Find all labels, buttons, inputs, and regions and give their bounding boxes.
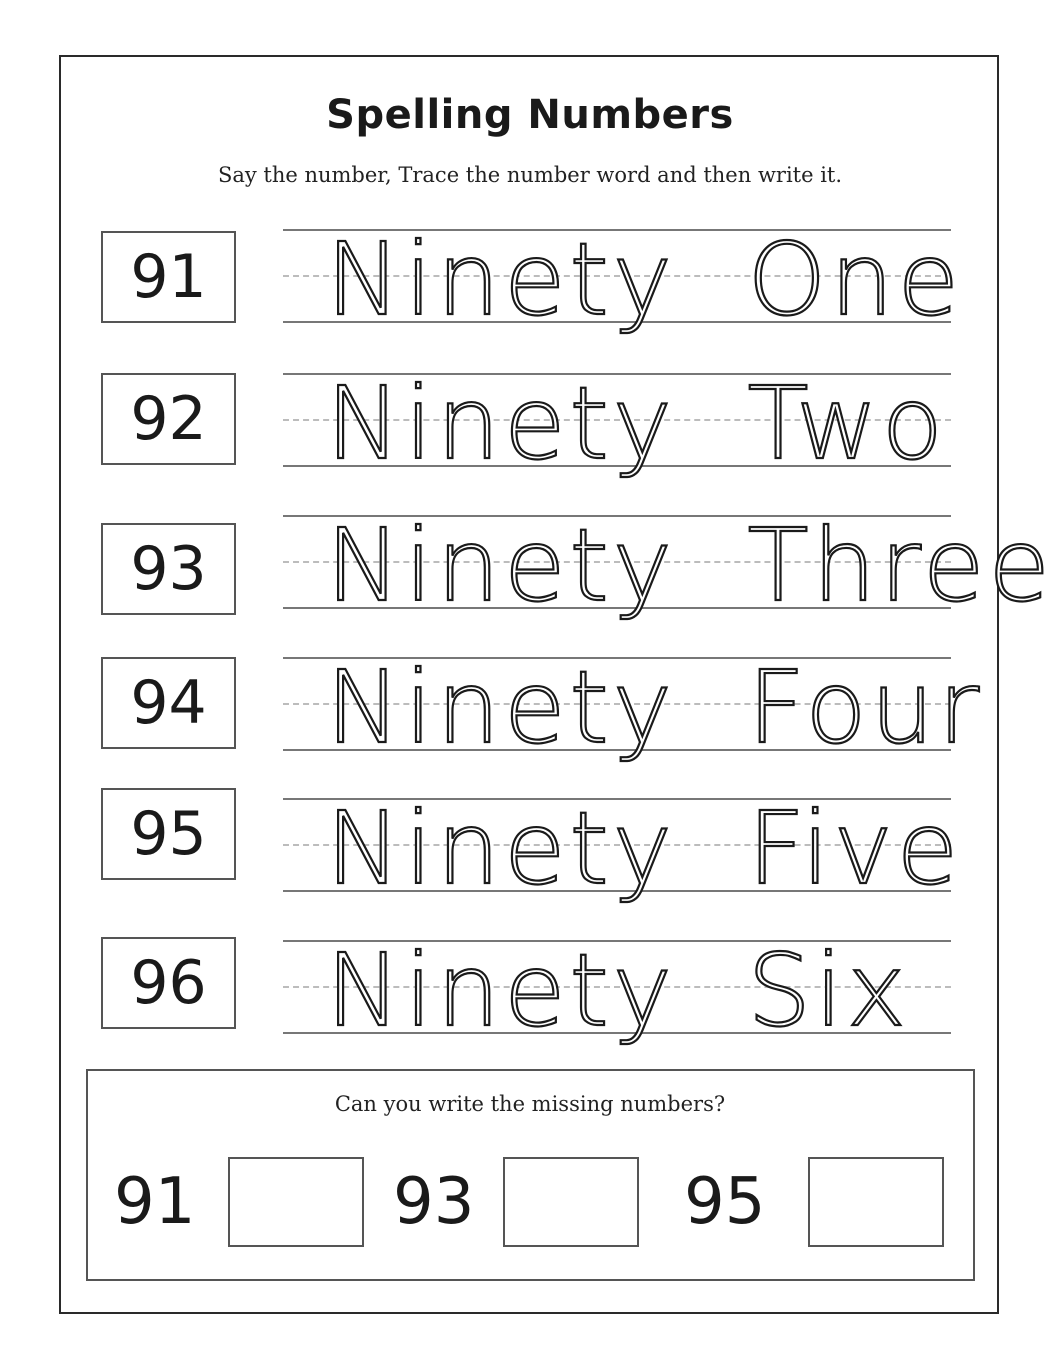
trace-word-row-1: Ninety One bbox=[326, 221, 964, 338]
instructions-text: Say the number, Trace the number word and then write it. bbox=[217, 163, 843, 187]
answer-box-2[interactable] bbox=[503, 1157, 639, 1247]
number-box-91: 91 bbox=[101, 231, 236, 323]
trace-word-row-5: Ninety Five bbox=[326, 790, 963, 907]
number-box-95: 95 bbox=[101, 788, 236, 880]
number-box-92: 92 bbox=[101, 373, 236, 465]
trace-word-row-3: Ninety Three bbox=[326, 507, 1054, 624]
answer-box-3[interactable] bbox=[808, 1157, 944, 1247]
trace-word-row-6: Ninety Six bbox=[326, 932, 910, 1049]
missing-item-95: 95 bbox=[684, 1165, 766, 1239]
number-box-96: 96 bbox=[101, 937, 236, 1029]
missing-numbers-prompt: Can you write the missing numbers? bbox=[334, 1092, 726, 1116]
trace-word-row-4: Ninety Four bbox=[326, 649, 984, 766]
page-title: Spelling Numbers bbox=[326, 92, 734, 138]
number-box-94: 94 bbox=[101, 657, 236, 749]
number-box-93: 93 bbox=[101, 523, 236, 615]
answer-box-1[interactable] bbox=[228, 1157, 364, 1247]
missing-item-93: 93 bbox=[393, 1165, 475, 1239]
missing-item-91: 91 bbox=[114, 1165, 196, 1239]
trace-word-row-2: Ninety Two bbox=[326, 365, 947, 482]
